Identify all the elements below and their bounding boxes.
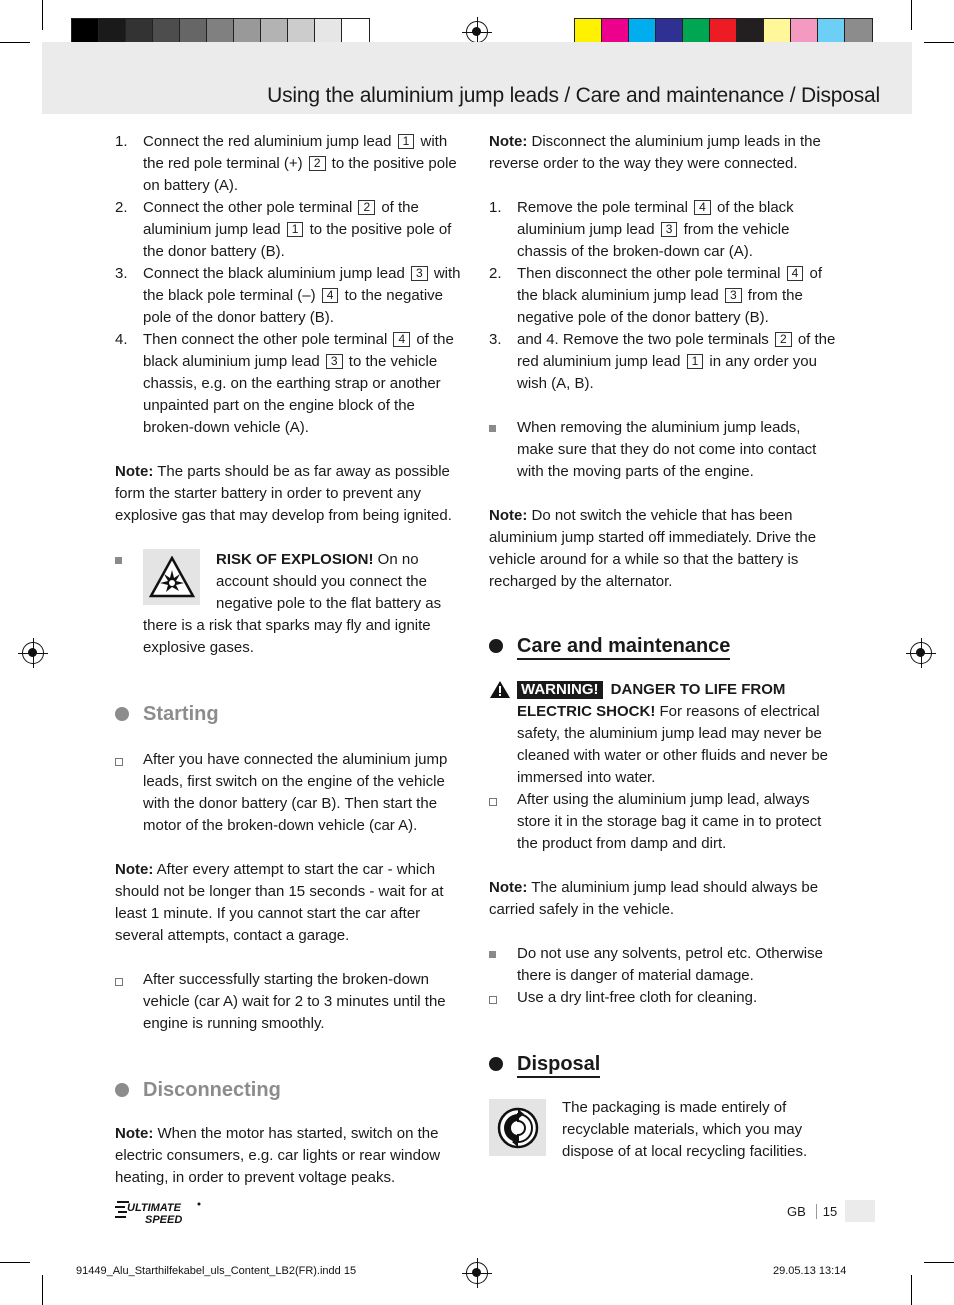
registration-mark-icon	[910, 642, 932, 664]
step-text: Then disconnect the other pole terminal	[517, 265, 785, 282]
step-text: of the red aluminium jump lead	[517, 331, 836, 370]
logo-word-1: ULTIMATE	[127, 1202, 181, 1214]
disconnecting-heading	[115, 1077, 465, 1103]
step-item	[115, 197, 465, 263]
note-paragraph	[489, 131, 841, 175]
connect-steps-list	[115, 131, 465, 439]
explosion-warning	[115, 549, 465, 659]
step-number: 4.	[115, 331, 128, 348]
list-item	[489, 943, 841, 987]
step-number: 2.	[115, 199, 128, 216]
step-text: to the positive pole of the donor battery (B).	[143, 221, 452, 260]
note-label: Note:	[489, 133, 528, 150]
list-item	[489, 987, 841, 1009]
registration-mark-icon	[466, 21, 488, 43]
step-item	[489, 197, 841, 263]
disposal-block	[489, 1097, 841, 1163]
list-item-text: After using the aluminium jump lead, always store it in the storage bag it came in to protect the product from damp and dirt.	[517, 791, 822, 852]
checkbox-bullet-icon	[489, 798, 497, 806]
list-item-text: Do not use any solvents, petrol etc. Otherwise there is danger of material damage.	[517, 945, 823, 984]
part-reference-number: 1	[398, 134, 415, 149]
note-text: Disconnect the aluminium jump leads in the reverse order to the way they were connected.	[489, 133, 821, 172]
warning-title: DANGER TO LIFE FROM ELECTRIC SHOCK!	[517, 681, 786, 720]
note-text: Do not switch the vehicle that has been aluminium jump started off immediately. Drive the vehicle around for a while so that the battery is recharged by the alternator.	[489, 507, 817, 590]
crop-mark	[42, 0, 43, 30]
crop-mark	[911, 1275, 912, 1305]
language-code: GB	[787, 1204, 817, 1219]
note-text: After every attempt to start the car - which should not be longer than 15 seconds - wait for at least 1 minute. If you cannot start the car after several attempts, contact a garage.	[115, 861, 444, 944]
note-label: Note:	[489, 507, 528, 524]
step-text: Connect the other pole terminal	[143, 199, 357, 216]
warning-triangle-icon	[489, 680, 511, 706]
ultimate-speed-logo	[115, 1198, 205, 1233]
step-text: with the black pole terminal (–)	[143, 265, 461, 304]
step-text: Connect the red aluminium jump lead	[143, 133, 396, 150]
note-paragraph	[115, 1123, 465, 1189]
step-text: to the positive pole on battery (A).	[143, 155, 457, 194]
page-tab	[845, 1200, 875, 1222]
crop-mark	[0, 1262, 30, 1263]
step-text: of the black aluminium jump lead	[517, 199, 794, 238]
note-paragraph	[489, 505, 841, 593]
page-number: 15	[822, 1203, 838, 1219]
crop-mark	[924, 42, 954, 43]
disposal-heading	[489, 1051, 841, 1077]
step-item	[115, 329, 465, 439]
checkbox-bullet-icon	[115, 978, 123, 986]
list-item	[115, 749, 465, 837]
page-footer	[787, 1200, 875, 1222]
step-text: from the vehicle chassis of the broken-down car (A).	[517, 221, 790, 260]
step-text: to the vehicle chassis, e.g. on the earthing strap or another unpainted part on the engine block of the broken-down vehicle (A).	[143, 353, 441, 436]
part-reference-number: 4	[787, 266, 804, 281]
list-item	[115, 969, 465, 1035]
step-text: of the black aluminium jump lead	[143, 331, 454, 370]
registration-mark-icon	[466, 1262, 488, 1284]
note-text: When the motor has started, switch on the electric consumers, e.g. car lights or rear window heating, in order to prevent voltage peaks.	[115, 1125, 441, 1186]
list-item-text: After you have connected the aluminium jump leads, first switch on the engine of the vehicle with the donor battery (car B). Then start the motor of the broken-down vehicle (car A).	[143, 751, 448, 834]
note-paragraph	[115, 859, 465, 947]
heading-bullet-icon	[489, 639, 503, 653]
heading-bullet-icon	[489, 1057, 503, 1071]
note-text: The aluminium jump lead should always be carried safely in the vehicle.	[489, 879, 819, 918]
step-text: in any order you wish (A, B).	[517, 353, 817, 392]
electric-shock-warning	[489, 679, 841, 789]
note-text: The parts should be as far away as possible form the starter battery in order to prevent any explosive gas that may develop from being ignited.	[115, 463, 452, 524]
part-reference-number: 2	[775, 332, 792, 347]
checkbox-bullet-icon	[489, 996, 497, 1004]
heading-text: Starting	[143, 703, 219, 725]
bullet-square	[489, 951, 496, 958]
checkbox-bullet-icon	[115, 758, 123, 766]
heading-bullet-icon	[115, 707, 129, 721]
crop-mark	[0, 42, 30, 43]
bullet-square	[489, 425, 496, 432]
step-text: with the red pole terminal (+)	[143, 133, 448, 172]
step-text: Connect the black aluminium jump lead	[143, 265, 409, 282]
logo-word-2: SPEED	[145, 1214, 183, 1226]
explosion-title: RISK OF EXPLOSION!	[216, 551, 374, 568]
step-text: to the negative pole of the donor battery (B).	[143, 287, 444, 326]
part-reference-number: 2	[309, 156, 326, 171]
list-item-text: Use a dry lint-free cloth for cleaning.	[517, 989, 758, 1006]
step-number: 2.	[489, 265, 502, 282]
note-label: Note:	[115, 463, 154, 480]
part-reference-number: 3	[725, 288, 742, 303]
list-item	[489, 789, 841, 855]
heading-text: Care and maintenance	[517, 635, 730, 660]
care-heading	[489, 633, 841, 659]
disposal-text: The packaging is made entirely of recyclable materials, which you may dispose of at local recycling facilities.	[562, 1099, 808, 1160]
step-number: 1.	[115, 133, 128, 150]
explosion-text: On no account should you connect the negative pole to the flat battery as there is a risk that sparks may fly and ignite explosive gases.	[143, 551, 442, 656]
right-column	[489, 131, 841, 1163]
part-reference-number: 3	[661, 222, 678, 237]
part-reference-number: 3	[326, 354, 343, 369]
step-text: Then connect the other pole terminal	[143, 331, 392, 348]
note-paragraph	[115, 461, 465, 527]
note-label: Note:	[115, 861, 154, 878]
part-reference-number: 4	[694, 200, 711, 215]
step-number: 3.	[115, 265, 128, 282]
crop-mark	[924, 1262, 954, 1263]
step-text: of the aluminium jump lead	[143, 199, 419, 238]
left-column	[115, 131, 465, 1189]
step-item	[489, 263, 841, 329]
explosion-warning-icon	[143, 549, 200, 605]
note-paragraph	[489, 877, 841, 921]
step-number: 3.	[489, 331, 502, 348]
crop-mark	[42, 1275, 43, 1305]
green-dot-recycling-icon	[489, 1099, 546, 1156]
step-text: and 4. Remove the two pole terminals	[517, 331, 773, 348]
slug-date: 29.05.13 13:14	[773, 1265, 847, 1277]
part-reference-number: 4	[322, 288, 339, 303]
step-text: from the negative pole of the donor battery (B).	[517, 287, 803, 326]
step-item	[115, 131, 465, 197]
part-reference-number: 1	[287, 222, 304, 237]
step-number: 1.	[489, 199, 502, 216]
warning-badge: WARNING!	[517, 681, 603, 699]
heading-bullet-icon	[115, 1083, 129, 1097]
step-item	[115, 263, 465, 329]
bullet-square	[115, 557, 122, 564]
registration-mark-icon	[22, 642, 44, 664]
part-reference-number: 2	[358, 200, 375, 215]
warning-text: For reasons of electrical safety, the aluminium jump lead may never be cleaned with water or other fluids and never be immersed into water.	[517, 703, 829, 786]
step-text: Remove the pole terminal	[517, 199, 693, 216]
part-reference-number: 3	[411, 266, 428, 281]
part-reference-number: 1	[687, 354, 704, 369]
heading-text: Disposal	[517, 1053, 600, 1078]
step-item	[489, 329, 841, 395]
part-reference-number: 4	[393, 332, 410, 347]
step-text: of the black aluminium jump lead	[517, 265, 823, 304]
crop-mark	[911, 0, 912, 30]
note-label: Note:	[115, 1125, 154, 1142]
list-item	[489, 417, 841, 483]
page-title: Using the aluminium jump leads / Care and maintenance / Disposal	[267, 84, 880, 107]
slug-filename: 91449_Alu_Starthilfekabel_uls_Content_LB2(FR).indd 15	[76, 1265, 357, 1277]
disconnect-steps-list	[489, 197, 841, 395]
note-label: Note:	[489, 879, 528, 896]
list-item-text: After successfully starting the broken-down vehicle (car A) wait for 2 to 3 minutes until the engine is running smoothly.	[143, 971, 446, 1032]
starting-heading	[115, 701, 465, 727]
list-item-text: When removing the aluminium jump leads, make sure that they do not come into contact with the moving parts of the engine.	[517, 419, 817, 480]
heading-text: Disconnecting	[143, 1079, 281, 1101]
